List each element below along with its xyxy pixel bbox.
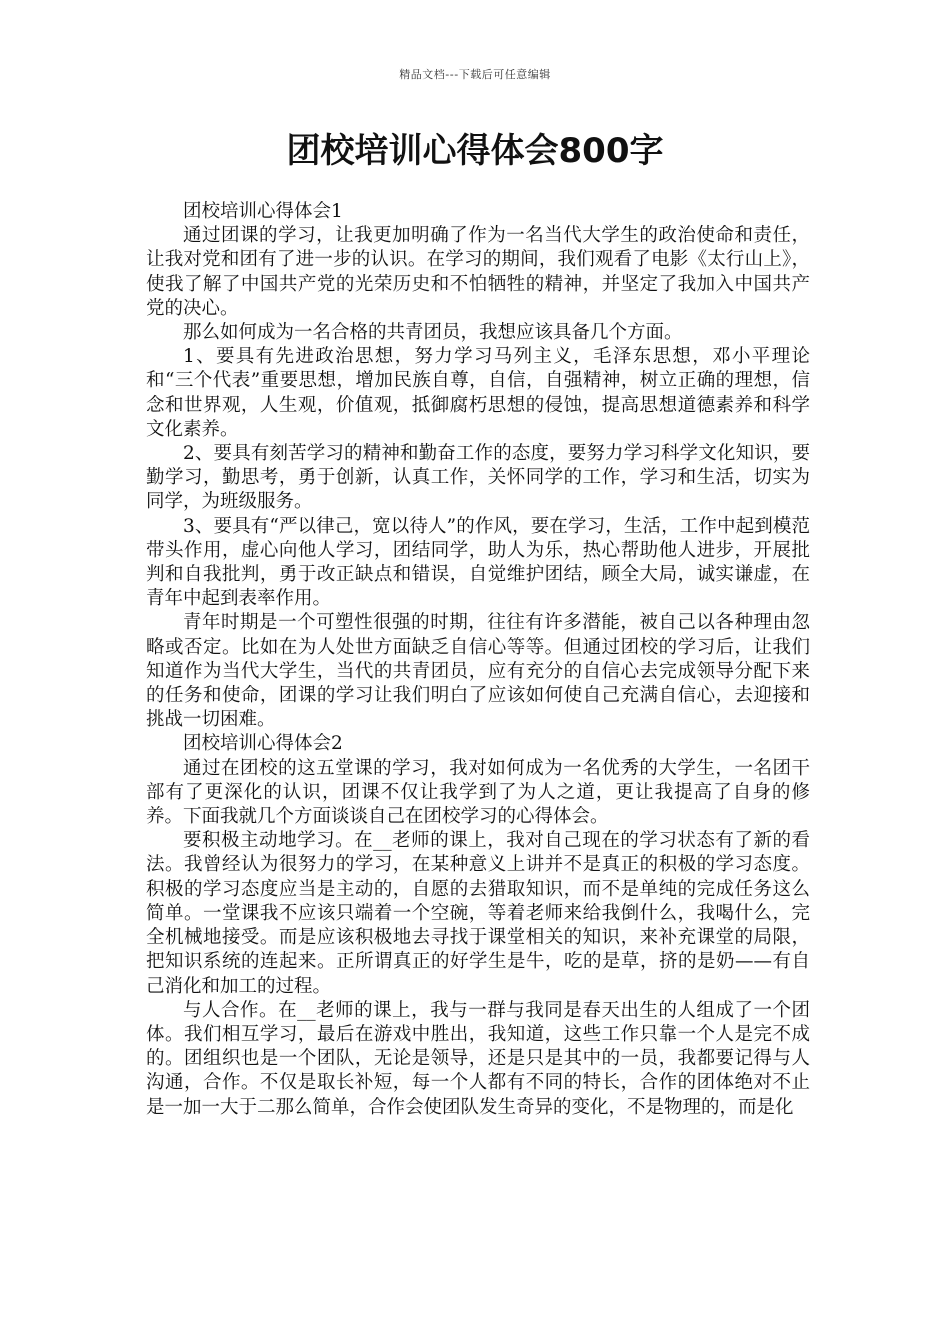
- section-heading-2: 团校培训心得体会2: [183, 733, 343, 755]
- paragraph: 那么如何成为一名合格的共青团员，我想应该具备几个方面。: [183, 322, 683, 344]
- paragraph: 青年时期是一个可塑性很强的时期，往往有许多潜能，被自己以各种理由忽略或否定。比如在为人处世方面缺乏自信心等等。但通过团校的学习后，让我们知道作为当代大学生，当代的共青团员，应有充分的自信心去完成领导分配下来的任务和使命，团课的学习让我们明白了应该如何使自己充满自信心，去迎接和挑战一切困难。: [146, 612, 810, 731]
- paragraph: 通过团课的学习，让我更加明确了作为一名当代大学生的政治使命和责任，让我对党和团有了进一步的认识。在学习的期间，我们观看了电影《太行山上》，使我了解了中国共产党的光荣历史和不怕牺牲的精神，并坚定了我加入中国共产党的决心。: [146, 225, 810, 319]
- paragraph: 要积极主动地学习。在__老师的课上，我对自己现在的学习状态有了新的看法。我曾经认为很努力的学习，在某种意义上讲并不是真正的积极的学习态度。积极的学习态度应当是主动的，自愿的去猎取知识，而不是单纯的完成任务这么简单。一堂课我不应该只端着一个空碗，等着老师来给我倒什么，我喝什么，完全机械地接受。而是应该积极地去寻找于课堂相关的知识，来补充课堂的局限，把知识系统的连起来。正所谓真正的好学生是牛，吃的是草，挤的是奶——有自己消化和加工的过程。: [146, 830, 810, 997]
- paragraph: 与人合作。在__老师的课上，我与一群与我同是春天出生的人组成了一个团体。我们相互学习，最后在游戏中胜出，我知道，这些工作只靠一个人是完不成的。团组织也是一个团队，无论是领导，还是只是其中的一员，我都要记得与人沟通，合作。不仅是取长补短，每一个人都有不同的特长，合作的团体绝对不止是一加一大于二那么简单，合作会使团队发生奇异的变化，不是物理的，而是化: [146, 999, 810, 1118]
- section-heading-1: 团校培训心得体会1: [183, 201, 343, 222]
- paragraph: 3、要具有“严以律己，宽以待人”的作风，要在学习，生活，工作中起到模范带头作用，虚心向他人学习，团结同学，助人为乐，热心帮助他人进步，开展批判和自我批判，勇于改正缺点和错误，自觉维护团结，顾全大局，诚实谦虚，在青年中起到表率作用。: [146, 515, 810, 610]
- page-header: 精品文档---下载后可任意编辑: [399, 68, 551, 81]
- document-title: 团校培训心得体会800字: [286, 131, 664, 171]
- document-body: [146, 200, 810, 1120]
- paragraph: 2、要具有刻苦学习的精神和勤奋工作的态度，要努力学习科学文化知识，要勤学习，勤思考，勇于创新，认真工作，关怀同学的工作，学习和生活，切实为同学，为班级服务。: [146, 443, 810, 513]
- paragraph: 通过在团校的这五堂课的学习，我对如何成为一名优秀的大学生，一名团干部有了更深化的认识，团课不仅让我学到了为人之道，更让我提高了自身的修养。下面我就几个方面谈谈自己在团校学习的心得体会。: [146, 757, 810, 828]
- paragraph: 1、要具有先进政治思想，努力学习马列主义，毛泽东思想，邓小平理论和“三个代表”重要思想，增加民族自尊，自信，自强精神，树立正确的理想，信念和世界观，人生观，价值观，抵御腐朽思想的侵蚀，提高思想道德素养和科学文化素养。: [146, 346, 810, 440]
